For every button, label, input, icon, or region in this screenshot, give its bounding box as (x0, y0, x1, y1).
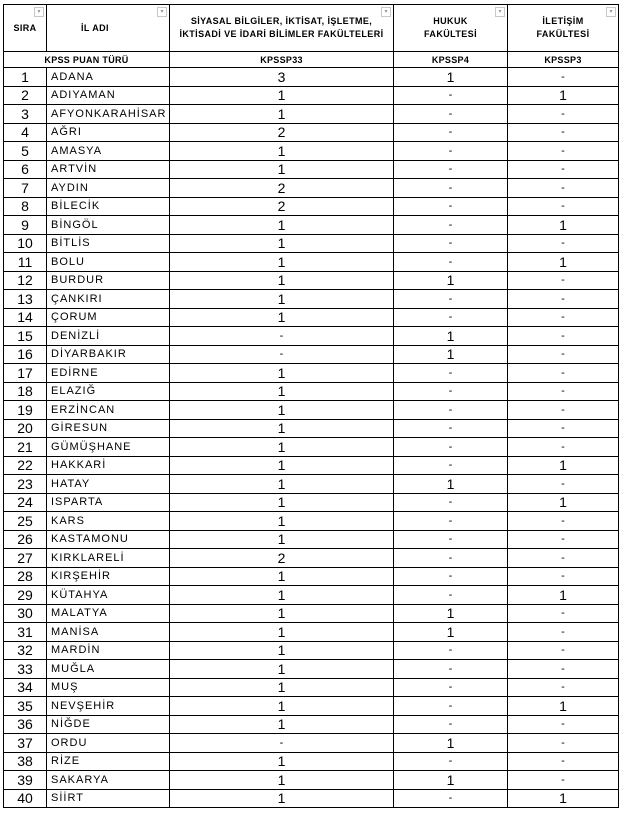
row-number: 16 (4, 345, 47, 364)
col4-value: - (394, 641, 508, 660)
row-number: 11 (4, 253, 47, 272)
province-name: KASTAMONU (47, 530, 170, 549)
province-name: MUĞLA (47, 660, 170, 679)
col3-value: 1 (170, 771, 394, 790)
table-row (4, 216, 619, 235)
province-name: KÜTAHYA (47, 586, 170, 605)
table-row (4, 734, 619, 753)
il-adi-header: İL ADI ▾ (47, 5, 170, 52)
row-number: 1 (4, 68, 47, 87)
col5-value: - (508, 567, 619, 586)
col3-value: 1 (170, 160, 394, 179)
province-name: ADANA (47, 68, 170, 87)
row-number: 24 (4, 493, 47, 512)
row-number: 12 (4, 271, 47, 290)
province-name: AMASYA (47, 142, 170, 161)
col4-value: - (394, 197, 508, 216)
col4-value: - (394, 419, 508, 438)
table-row (4, 327, 619, 346)
col3-value: 1 (170, 382, 394, 401)
row-number: 37 (4, 734, 47, 753)
row-number: 38 (4, 752, 47, 771)
col3-value: 1 (170, 604, 394, 623)
province-name: ELAZIĞ (47, 382, 170, 401)
col4-value: - (394, 512, 508, 531)
col4-value: 1 (394, 271, 508, 290)
province-name: ERZİNCAN (47, 401, 170, 420)
col3-value: 1 (170, 512, 394, 531)
col4-value: - (394, 456, 508, 475)
table-row (4, 234, 619, 253)
col4-value: - (394, 715, 508, 734)
col5-value: - (508, 419, 619, 438)
table-row (4, 364, 619, 383)
province-name: AĞRI (47, 123, 170, 142)
province-name: MUŞ (47, 678, 170, 697)
col4-value: - (394, 438, 508, 457)
province-name: NİĞDE (47, 715, 170, 734)
col3-value: 1 (170, 271, 394, 290)
col5-value: - (508, 105, 619, 124)
col5-value: - (508, 142, 619, 161)
table-row (4, 253, 619, 272)
province-name: BURDUR (47, 271, 170, 290)
col5-value: - (508, 438, 619, 457)
table-row (4, 530, 619, 549)
table-row (4, 697, 619, 716)
row-number: 21 (4, 438, 47, 457)
province-name: ÇANKIRI (47, 290, 170, 309)
row-number: 14 (4, 308, 47, 327)
table-row (4, 438, 619, 457)
col5-value: - (508, 197, 619, 216)
province-name: KARS (47, 512, 170, 531)
province-name: MALATYA (47, 604, 170, 623)
col3-value: 1 (170, 105, 394, 124)
col5-value: - (508, 290, 619, 309)
col5-value: - (508, 234, 619, 253)
col5-value: - (508, 308, 619, 327)
col5-value: - (508, 752, 619, 771)
filter-dropdown-icon[interactable]: ▾ (495, 7, 505, 17)
col4-value: - (394, 234, 508, 253)
province-name: HATAY (47, 475, 170, 494)
col5-header: İLETİŞİM FAKÜLTESİ ▾ (508, 5, 619, 52)
province-name: KIRŞEHİR (47, 567, 170, 586)
col4-value: - (394, 567, 508, 586)
col3-value: 2 (170, 123, 394, 142)
col4-header: HUKUK FAKÜLTESİ ▾ (394, 5, 508, 52)
col5-value: - (508, 623, 619, 642)
col3-value: 1 (170, 142, 394, 161)
filter-dropdown-icon[interactable]: ▾ (606, 7, 616, 17)
col4-score-type: KPSSP4 (394, 52, 508, 68)
table-row (4, 752, 619, 771)
kpss-type-label: KPSS PUAN TÜRÜ (4, 52, 170, 68)
table-row (4, 678, 619, 697)
table-row (4, 68, 619, 87)
row-number: 26 (4, 530, 47, 549)
province-name: BİTLİS (47, 234, 170, 253)
table-row (4, 401, 619, 420)
col3-value: 2 (170, 179, 394, 198)
col5-value: - (508, 715, 619, 734)
table-row (4, 179, 619, 198)
row-number: 22 (4, 456, 47, 475)
filter-dropdown-icon[interactable]: ▾ (157, 7, 167, 17)
col4-value: - (394, 308, 508, 327)
province-name: DİYARBAKIR (47, 345, 170, 364)
col5-value: - (508, 530, 619, 549)
province-name: HAKKARİ (47, 456, 170, 475)
province-name: BİNGÖL (47, 216, 170, 235)
col5-value: - (508, 345, 619, 364)
row-number: 27 (4, 549, 47, 568)
table-row (4, 512, 619, 531)
col3-value: 1 (170, 438, 394, 457)
col5-value: - (508, 641, 619, 660)
row-number: 10 (4, 234, 47, 253)
col3-value: 1 (170, 308, 394, 327)
col4-value: - (394, 660, 508, 679)
col4-value: - (394, 123, 508, 142)
table-row (4, 290, 619, 309)
col4-value: - (394, 216, 508, 235)
col5-value: - (508, 364, 619, 383)
table-row (4, 715, 619, 734)
province-name: AFYONKARAHİSAR (47, 105, 170, 124)
col4-value: - (394, 160, 508, 179)
col3-value: 1 (170, 641, 394, 660)
province-name: ORDU (47, 734, 170, 753)
row-number: 15 (4, 327, 47, 346)
row-number: 25 (4, 512, 47, 531)
quota-table (3, 4, 619, 808)
col3-value: 2 (170, 549, 394, 568)
row-number: 33 (4, 660, 47, 679)
table-row (4, 382, 619, 401)
col5-value: - (508, 327, 619, 346)
col5-value: - (508, 678, 619, 697)
table-row (4, 586, 619, 605)
col4-value: - (394, 142, 508, 161)
col3-value: 1 (170, 678, 394, 697)
province-name: RİZE (47, 752, 170, 771)
col4-value: - (394, 179, 508, 198)
col5-value: - (508, 382, 619, 401)
col4-value: 1 (394, 604, 508, 623)
table-row (4, 271, 619, 290)
col3-value: 2 (170, 197, 394, 216)
col3-value: 1 (170, 697, 394, 716)
col5-value: 1 (508, 586, 619, 605)
row-number: 4 (4, 123, 47, 142)
col5-value: - (508, 68, 619, 87)
province-name: EDİRNE (47, 364, 170, 383)
col4-value: - (394, 364, 508, 383)
col3-value: 1 (170, 419, 394, 438)
col5-value: 1 (508, 253, 619, 272)
table-row (4, 86, 619, 105)
row-number: 40 (4, 789, 47, 808)
table-row (4, 771, 619, 790)
col3-value: 1 (170, 623, 394, 642)
province-name: ADIYAMAN (47, 86, 170, 105)
col5-value: - (508, 271, 619, 290)
row-number: 5 (4, 142, 47, 161)
col5-value: - (508, 179, 619, 198)
col3-value: 1 (170, 493, 394, 512)
col3-value: - (170, 734, 394, 753)
table-row (4, 604, 619, 623)
table-row (4, 419, 619, 438)
col3-header: SİYASAL BİLGİLER, İKTİSAT, İŞLETME, İKTİSADİ VE İDARİ BİLİMLER FAKÜLTELERİ ▾ (170, 5, 394, 52)
col4-value: - (394, 549, 508, 568)
col3-value: 1 (170, 715, 394, 734)
col5-value: - (508, 123, 619, 142)
col5-value: - (508, 660, 619, 679)
sira-header: SIRA ▾ (4, 5, 47, 52)
province-name: GİRESUN (47, 419, 170, 438)
row-number: 18 (4, 382, 47, 401)
table-row (4, 456, 619, 475)
col5-value: - (508, 401, 619, 420)
province-name: SİİRT (47, 789, 170, 808)
col4-value: - (394, 382, 508, 401)
row-number: 13 (4, 290, 47, 309)
row-number: 19 (4, 401, 47, 420)
row-number: 20 (4, 419, 47, 438)
row-number: 36 (4, 715, 47, 734)
col5-value: - (508, 549, 619, 568)
col5-value: 1 (508, 216, 619, 235)
col5-value: - (508, 604, 619, 623)
col5-score-type: KPSSP3 (508, 52, 619, 68)
col3-value: 1 (170, 475, 394, 494)
province-name: ARTVİN (47, 160, 170, 179)
col3-value: 1 (170, 530, 394, 549)
col4-value: - (394, 86, 508, 105)
province-name: KIRKLARELİ (47, 549, 170, 568)
row-number: 32 (4, 641, 47, 660)
row-number: 3 (4, 105, 47, 124)
row-number: 6 (4, 160, 47, 179)
province-name: DENİZLİ (47, 327, 170, 346)
province-name: AYDIN (47, 179, 170, 198)
col3-value: 1 (170, 86, 394, 105)
col5-value: 1 (508, 697, 619, 716)
table-row (4, 641, 619, 660)
col3-value: 1 (170, 253, 394, 272)
table-row (4, 197, 619, 216)
province-name: BOLU (47, 253, 170, 272)
table-row (4, 160, 619, 179)
col3-value: 1 (170, 752, 394, 771)
col4-value: - (394, 697, 508, 716)
province-name: BİLECİK (47, 197, 170, 216)
filter-dropdown-icon[interactable]: ▾ (34, 7, 44, 17)
row-number: 28 (4, 567, 47, 586)
col5-value: 1 (508, 789, 619, 808)
row-number: 30 (4, 604, 47, 623)
col3-value: 1 (170, 290, 394, 309)
row-number: 29 (4, 586, 47, 605)
col4-value: - (394, 530, 508, 549)
col5-value: - (508, 734, 619, 753)
province-name: ÇORUM (47, 308, 170, 327)
col3-value: - (170, 327, 394, 346)
table-row (4, 789, 619, 808)
col4-value: - (394, 105, 508, 124)
col4-value: - (394, 253, 508, 272)
row-number: 31 (4, 623, 47, 642)
table-row (4, 105, 619, 124)
kpss-type-row (4, 52, 619, 68)
province-name: ISPARTA (47, 493, 170, 512)
table-container (3, 4, 619, 808)
col4-value: - (394, 678, 508, 697)
col5-value: 1 (508, 493, 619, 512)
col4-value: - (394, 752, 508, 771)
col4-value: 1 (394, 68, 508, 87)
table-row (4, 475, 619, 494)
province-name: MANİSA (47, 623, 170, 642)
col4-value: - (394, 493, 508, 512)
filter-dropdown-icon[interactable]: ▾ (381, 7, 391, 17)
table-row (4, 623, 619, 642)
row-number: 8 (4, 197, 47, 216)
col4-value: 1 (394, 734, 508, 753)
col3-value: 3 (170, 68, 394, 87)
col3-value: 1 (170, 456, 394, 475)
row-number: 7 (4, 179, 47, 198)
table-row (4, 142, 619, 161)
col4-value: - (394, 401, 508, 420)
col3-value: 1 (170, 586, 394, 605)
table-row (4, 660, 619, 679)
col3-value: 1 (170, 401, 394, 420)
col4-value: 1 (394, 771, 508, 790)
province-name: GÜMÜŞHANE (47, 438, 170, 457)
col4-value: 1 (394, 475, 508, 494)
col3-value: 1 (170, 567, 394, 586)
col3-value: 1 (170, 216, 394, 235)
col4-value: - (394, 290, 508, 309)
table-row (4, 123, 619, 142)
table-row (4, 308, 619, 327)
header-row (4, 5, 619, 52)
table-row (4, 493, 619, 512)
row-number: 2 (4, 86, 47, 105)
col4-value: - (394, 789, 508, 808)
row-number: 35 (4, 697, 47, 716)
table-row (4, 567, 619, 586)
col4-value: 1 (394, 327, 508, 346)
col3-value: - (170, 345, 394, 364)
col3-value: 1 (170, 364, 394, 383)
row-number: 23 (4, 475, 47, 494)
col5-value: - (508, 512, 619, 531)
col4-value: 1 (394, 623, 508, 642)
row-number: 9 (4, 216, 47, 235)
row-number: 39 (4, 771, 47, 790)
col5-value: 1 (508, 456, 619, 475)
row-number: 17 (4, 364, 47, 383)
col5-value: 1 (508, 86, 619, 105)
table-row (4, 549, 619, 568)
col3-value: 1 (170, 660, 394, 679)
col5-value: - (508, 475, 619, 494)
province-name: NEVŞEHİR (47, 697, 170, 716)
col5-value: - (508, 771, 619, 790)
col5-value: - (508, 160, 619, 179)
col4-value: - (394, 586, 508, 605)
col3-value: 1 (170, 234, 394, 253)
col3-score-type: KPSSP33 (170, 52, 394, 68)
row-number: 34 (4, 678, 47, 697)
province-name: SAKARYA (47, 771, 170, 790)
col4-value: 1 (394, 345, 508, 364)
table-row (4, 345, 619, 364)
province-name: MARDİN (47, 641, 170, 660)
col3-value: 1 (170, 789, 394, 808)
